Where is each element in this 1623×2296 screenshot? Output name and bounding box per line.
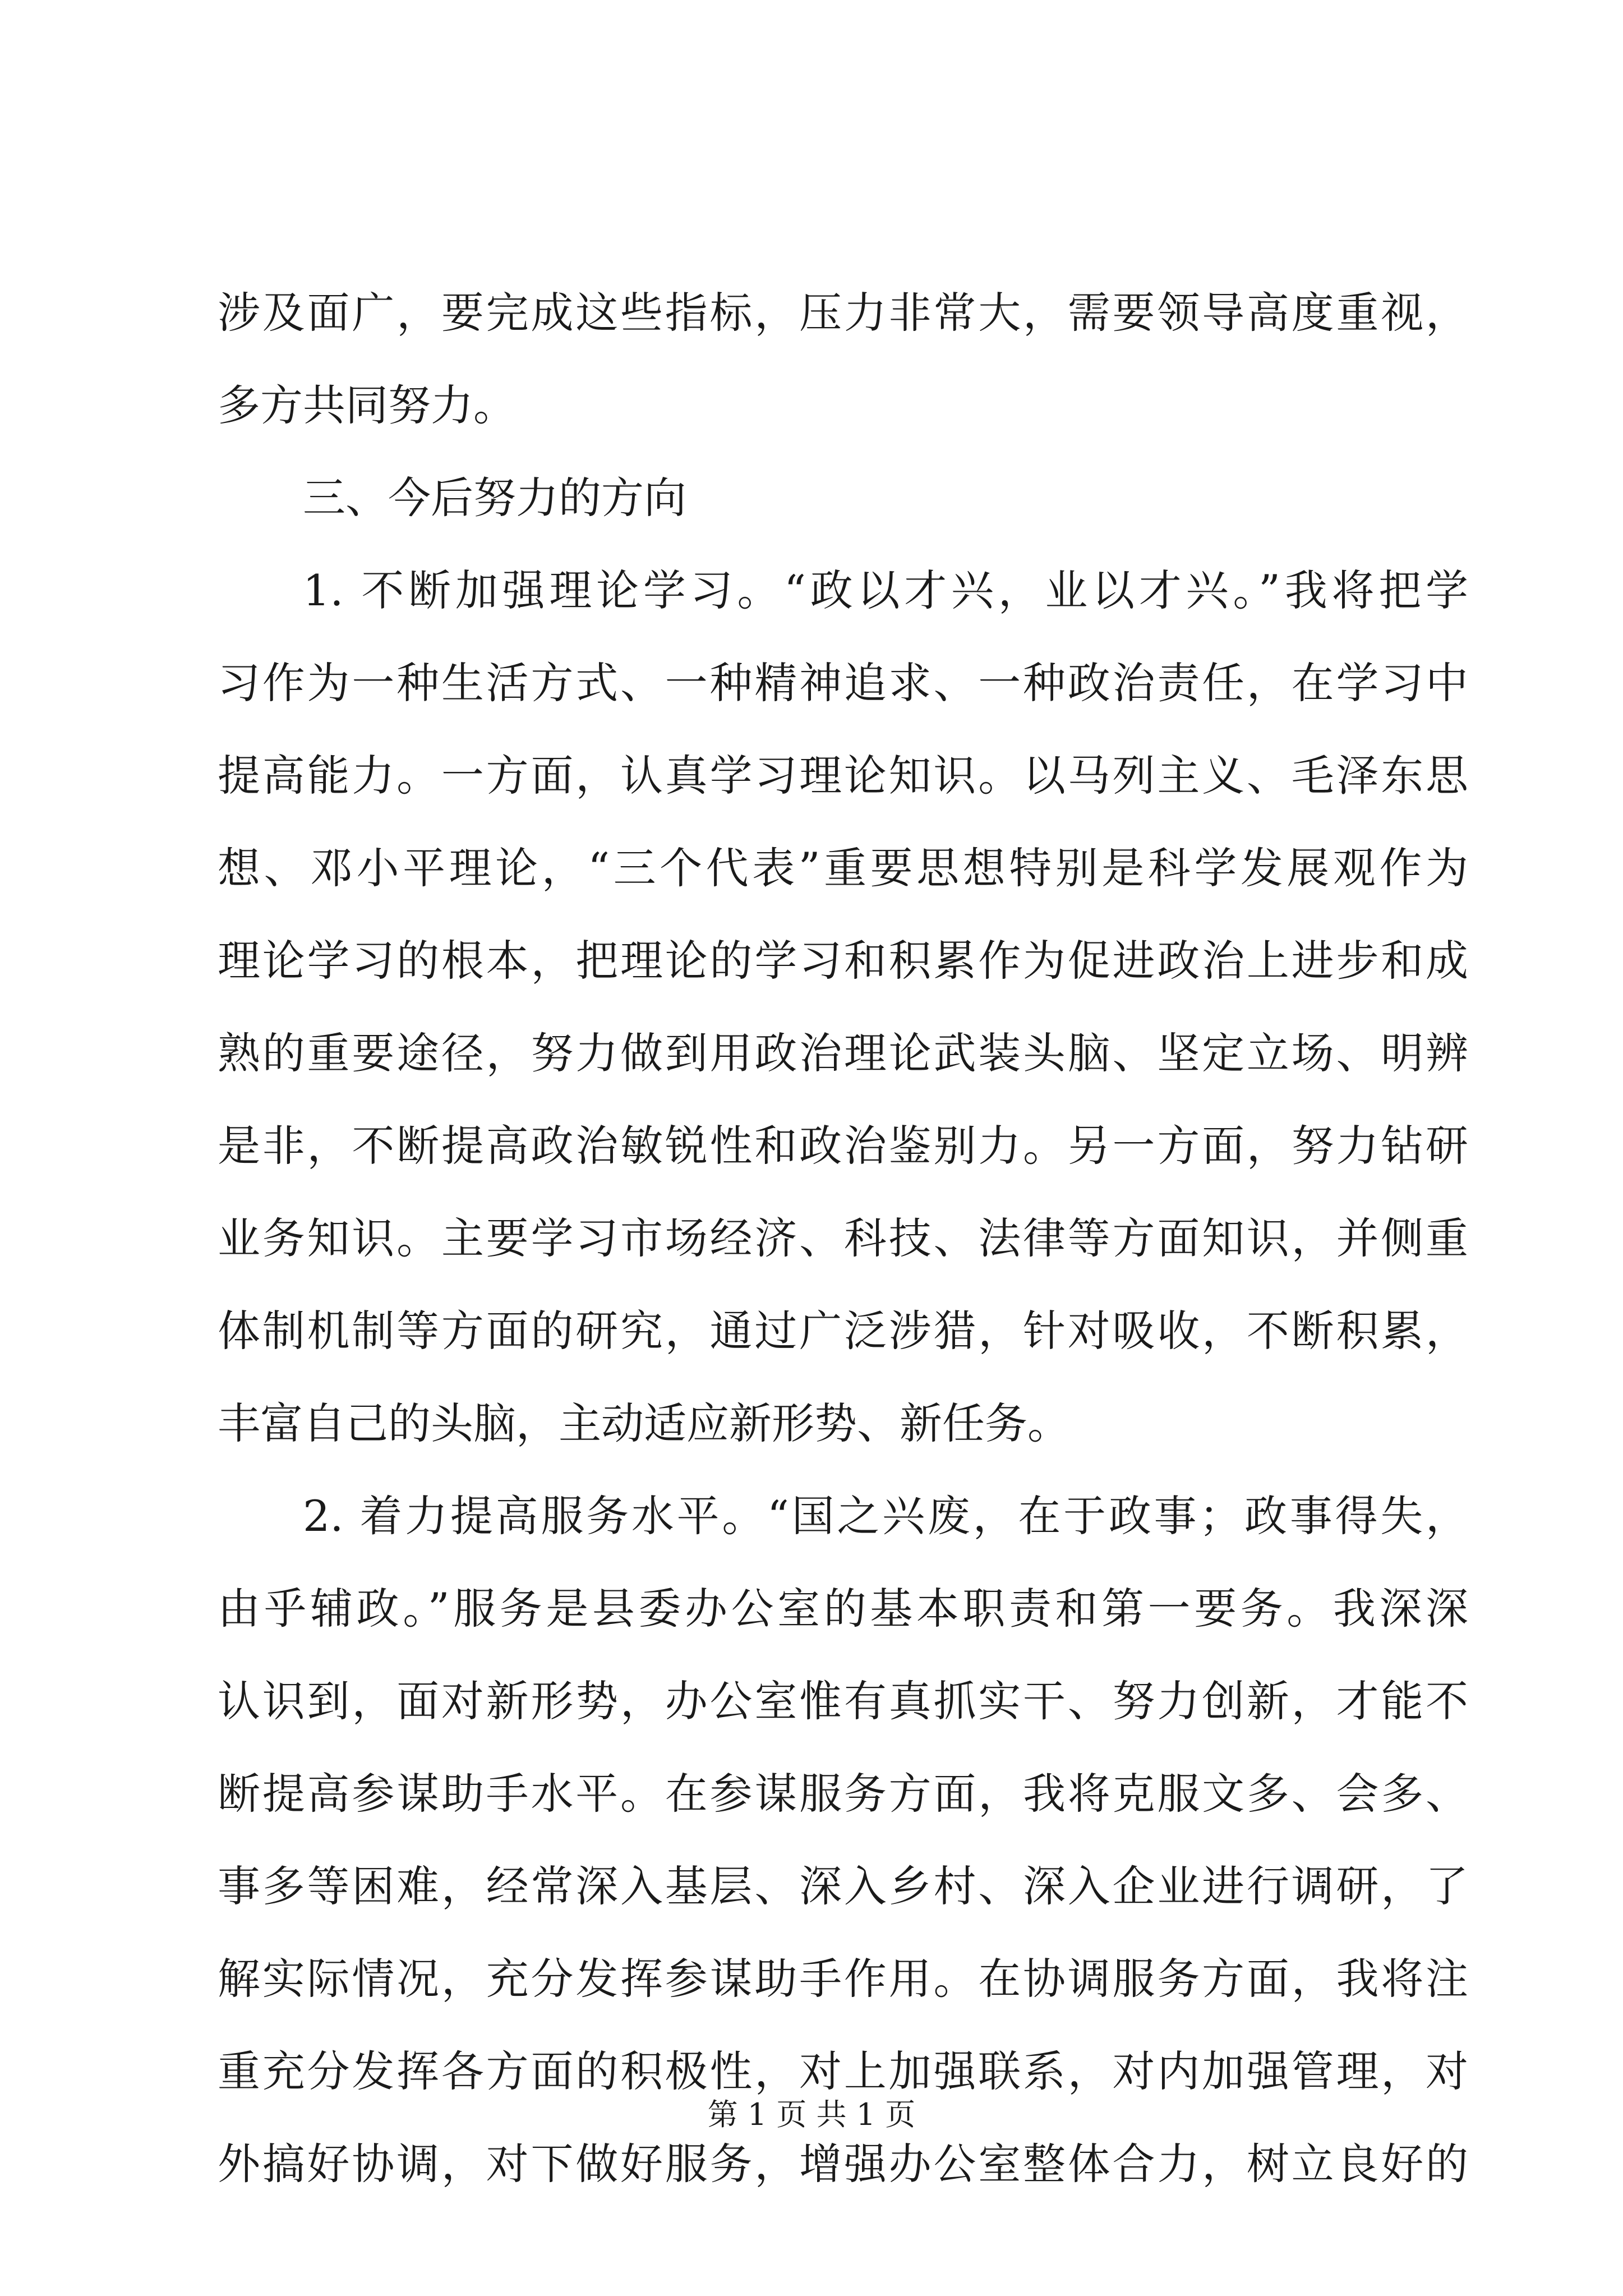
page-footer: 第 1 页 共 1 页 — [707, 2097, 916, 2132]
text-line: 1. 不断加强理论学习。“政以才兴，业以才兴。”我将把学 — [303, 565, 1468, 615]
text-line: 解实际情况，充分发挥参谋助手作用。在协调服务方面，我将注 — [218, 1954, 1468, 2004]
text-line: 业务知识。主要学习市场经济、科技、法律等方面知识，并侧重 — [218, 1213, 1468, 1263]
text-line: 理论学习的根本，把理论的学习和积累作为促进政治上进步和成 — [218, 936, 1468, 986]
text-line: 体制机制等方面的研究，通过广泛涉猎，针对吸收，不断积累， — [218, 1306, 1468, 1356]
text-line: 三、今后努力的方向 — [303, 473, 686, 523]
text-line: 熟的重要途径，努力做到用政治理论武装头脑、坚定立场、明辨 — [218, 1028, 1468, 1078]
document-body — [218, 266, 1468, 2210]
text-line: 提高能力。一方面，认真学习理论知识。以马列主义、毛泽东思 — [218, 751, 1468, 800]
text-line: 断提高参谋助手水平。在参谋服务方面，我将克服文多、会多、 — [218, 1769, 1468, 1819]
text-line: 想、邓小平理论，“三个代表”重要思想特别是科学发展观作为 — [218, 843, 1468, 893]
text-line: 事多等困难，经常深入基层、深入乡村、深入企业进行调研，了 — [218, 1861, 1468, 1911]
text-line: 认识到，面对新形势，办公室惟有真抓实干、努力创新，才能不 — [218, 1676, 1468, 1726]
text-line: 涉及面广，要完成这些指标，压力非常大，需要领导高度重视， — [218, 288, 1468, 338]
text-line: 习作为一种生活方式、一种精神追求、一种政治责任，在学习中 — [218, 658, 1468, 708]
text-line: 外搞好协调，对下做好服务，增强办公室整体合力，树立良好的 — [218, 2139, 1468, 2189]
text-line: 是非，不断提高政治敏锐性和政治鉴别力。另一方面，努力钻研 — [218, 1121, 1468, 1171]
text-line: 多方共同努力。 — [218, 380, 516, 430]
text-line: 丰富自己的头脑，主动适应新形势、新任务。 — [218, 1398, 1070, 1448]
text-line: 重充分发挥各方面的积极性，对上加强联系，对内加强管理，对 — [218, 2046, 1468, 2096]
text-line: 由乎辅政。”服务是县委办公室的基本职责和第一要务。我深深 — [218, 1584, 1468, 1634]
text-line: 2. 着力提高服务水平。“国之兴废，在于政事；政事得失， — [303, 1491, 1468, 1541]
